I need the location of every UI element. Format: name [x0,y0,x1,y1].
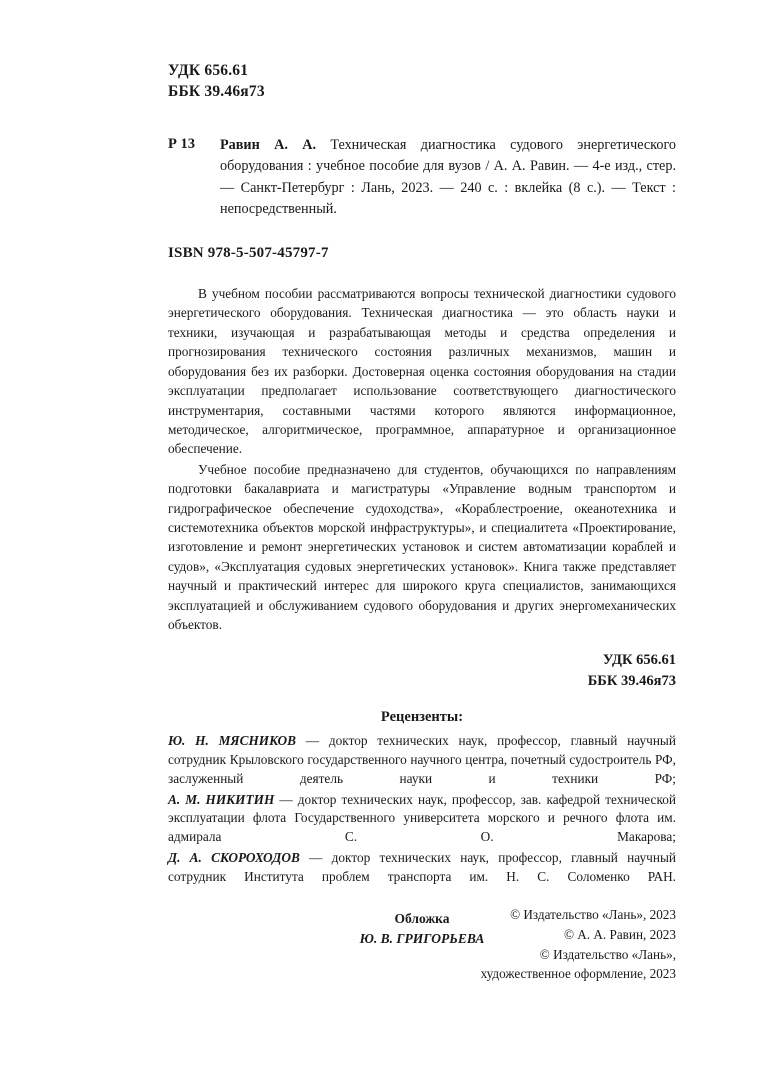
cover-designer: Ю. В. ГРИГОРЬЕВА [359,930,485,946]
classification-block [168,60,676,103]
cip-author: Равин А. А. [220,136,316,153]
bbk-code: ББК 39.46я73 [168,83,265,101]
udk-code-bottom: УДК 656.61 [602,652,676,669]
reviewer-name: Д. А. СКОРОХОДОВ [168,850,300,866]
reviewer-item [168,791,676,848]
reviewer-item [168,849,676,887]
cip-record [168,135,676,221]
copyright-line-publisher-design: © Издательство «Лань», [539,946,676,962]
reviewer-name: Ю. Н. МЯСНИКОВ [168,732,297,748]
reviewer-name: А. М. НИКИТИН [168,791,275,807]
reviewer-credentials: — доктор технических наук, профессор, главный научный сотрудник Крыловского государственного научного центра, почетный судостроитель РФ, заслуженный деятель науки и техники РФ; [168,732,676,786]
classification-block-bottom [168,650,676,691]
reviewer-credentials: — доктор технических наук, профессор, главный научный сотрудник Института проблем транспорта им. Н. С. Соломенко РАН. [168,850,676,885]
reviewer-credentials: — доктор технических наук, профессор, зав. кафедрой технической эксплуатации флота Государственного университета морского и речного флота им. адмирала С. О. Макарова; [168,791,676,845]
copyright-notice [168,905,676,984]
reviewer-item [168,732,676,789]
cip-title-imprint: Техническая диагностика судового энергетического оборудования : учебное пособие для вузов / А. А. Равин. — 4-е изд., стер. — Санкт-Петербург : Лань, 2023. — 240 с. : вклейка (8 с.). — Текст : непосредственный. [220,136,676,218]
copyright-line-design: художественное оформление, 2023 [480,966,676,982]
annotation-paragraph-1: В учебном пособии рассматриваются вопросы технической диагностики судового энергетического оборудования. Техническая диагностика — это область науки и техники, изучающая и разрабатывающая методы и средства определения и прогнозирования технического состояния различных механизмов, машин и оборудования без их разборки. Достоверная оценка состояния оборудования на стадии эксплуатации предполагает использование соответствующего диагностического инструментария, составными частями которого являются информационное, методическое, алгоритмическое, программное, аппаратурное и организационное обеспечение. [168,286,676,457]
bbk-code-bottom: ББК 39.46я73 [587,672,676,689]
isbn: ISBN 978-5-507-45797-7 [168,245,329,262]
copyright-line-author: © А. А. Равин, 2023 [563,926,676,942]
cip-description [220,135,676,221]
annotation [168,284,676,634]
annotation-paragraph-2: Учебное пособие предназначено для студентов, обучающихся по направлениям подготовки бакалавриата и магистратуры «Управление водным транспортом и гидрографическое обеспечение судоходства», «Кораблестроение, океанотехника и системотехника объектов морской инфраструктуры», и специалитета «Проектирование, изготовление и ремонт энергетических установок и систем автоматизации кораблей и судов», «Эксплуатация судовых энергетических установок». Книга также представляет научный и практический интерес для широкого круга специалистов, занимающихся эксплуатацией и обслуживанием судового оборудования и других энергомеханических объектов. [168,461,676,632]
cip-shelf-code: Р 13 [168,135,195,152]
cover-label: Обложка [394,910,450,926]
reviewers-heading: Рецензенты: [380,708,464,725]
udk-code: УДК 656.61 [168,62,249,79]
reviewers-list [168,732,676,887]
page-content [168,60,676,948]
copyright-line-publisher: © Издательство «Лань», 2023 [510,907,676,922]
